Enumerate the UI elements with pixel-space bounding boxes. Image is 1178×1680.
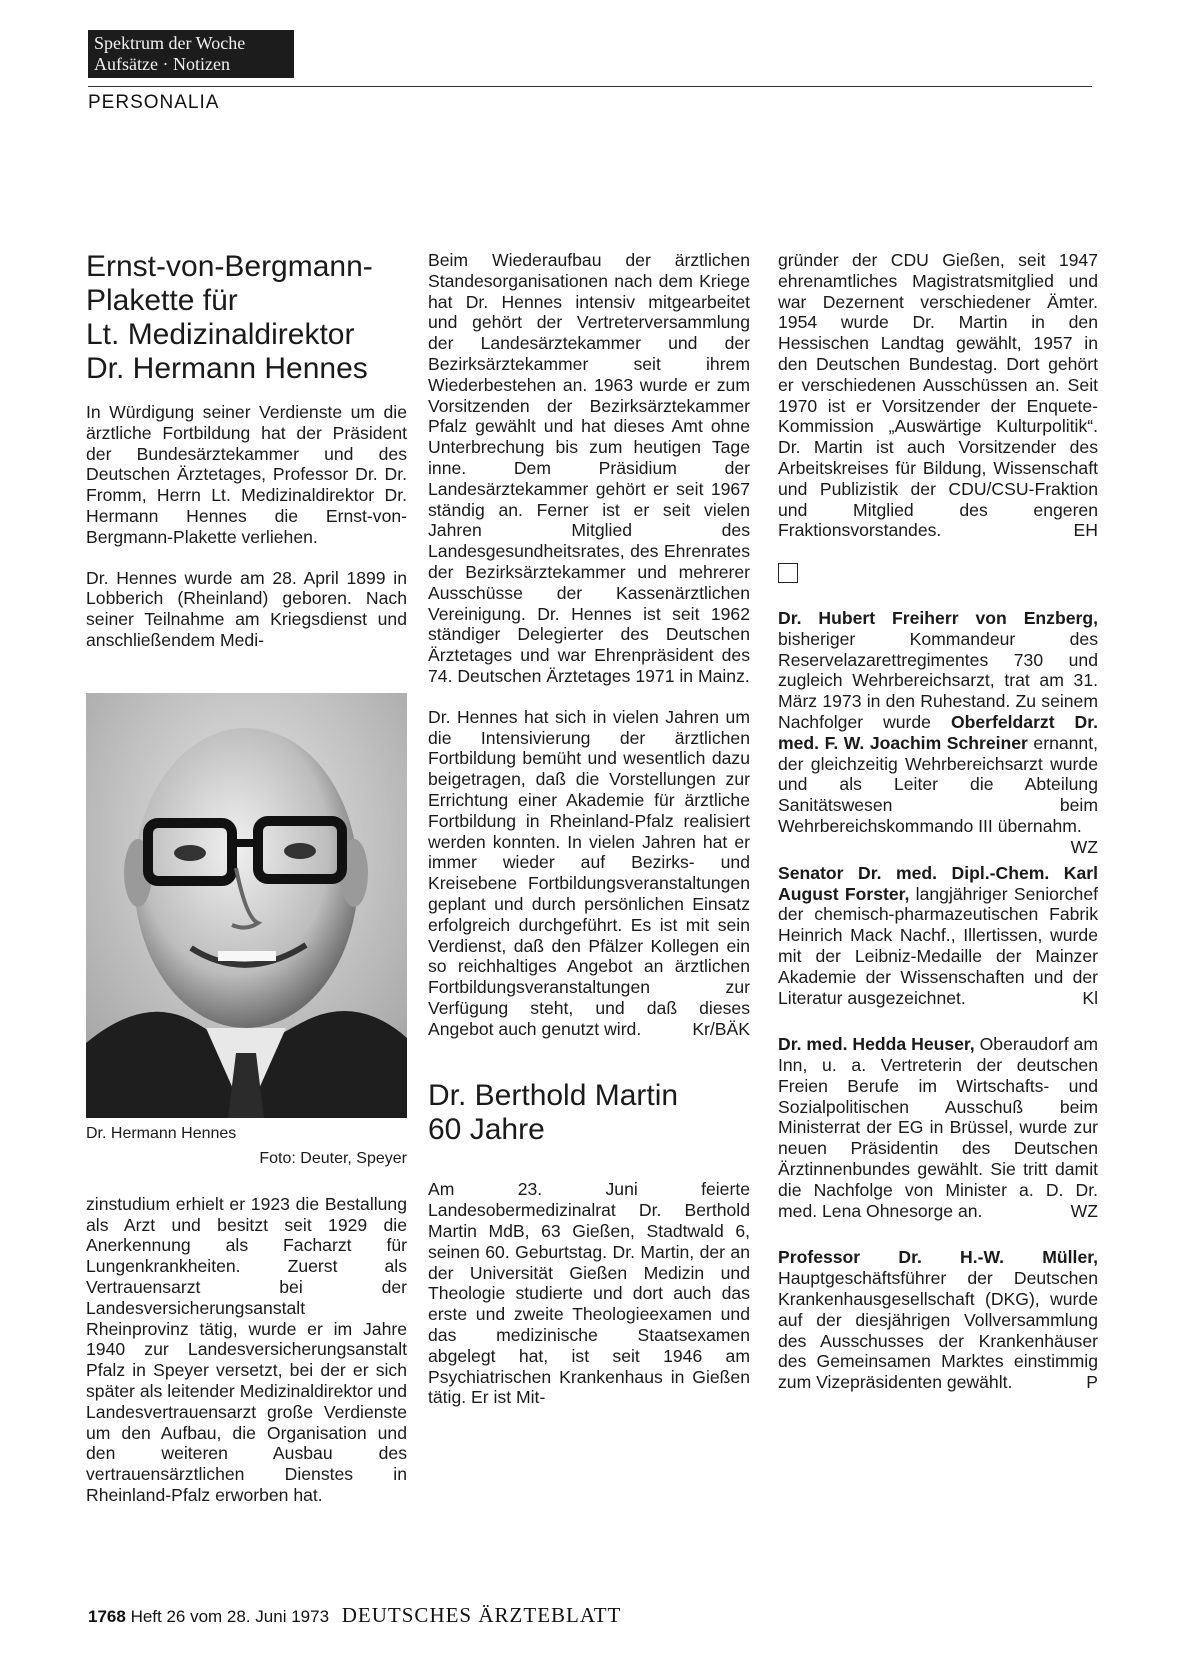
header-rule [88, 86, 1092, 87]
article2-paragraph: Am 23. Juni feierte Landesobermedizinalrat Dr. Berthold Martin MdB, 63 Gießen, Stadtwald 6, seinen 60. Geburtstag. Dr. Martin, der an der Universität Gießen Medizin und Theologie studierte und dort auch das erste und zweite Theologieexamen und das medizinische Staatsexamen abgelegt hat, ist seit 1946 am Psychiatrischen Krankenhaus in Gießen tätig. Er ist Mit- [428, 1179, 750, 1408]
note-name: Senator Dr. med. Dipl.-Chem. Karl August Forster, [778, 862, 1098, 904]
note-item [778, 607, 1098, 857]
article1-signature: Kr/BÄK [692, 1018, 750, 1039]
section-tag [88, 30, 294, 78]
section-tag-line1: Spektrum der Woche [94, 33, 246, 53]
article1-title [86, 250, 407, 386]
article1-title-line: Plakette für [86, 284, 238, 317]
note-name: Professor Dr. H.-W. Müller, [778, 1247, 1098, 1268]
article1-paragraph: zinstudium erhielt er 1923 die Bestallung als Arzt und besitzt seit 1929 die Anerkennung als Facharzt für Lungenkrankheiten. Zuerst als Vertrauensarzt bei der Landesversicherungsanstalt Rheinprovinz tätig, wurde er im Jahre 1940 zur Landesversicherungsanstalt Pfalz in Speyer versetzt, bei der er sich später als leitender Medizinaldirektor und Landesvertrauensarzt große Verdienste um den Aufbau, die Organisation und den weiteren Ausbau des vertrauensärztlichen Dienstes in Rheinland-Pfalz erworben hat. [86, 1193, 407, 1505]
end-box-icon [778, 563, 798, 583]
page-footer [88, 1603, 621, 1628]
portrait-photo [86, 693, 407, 1118]
article1-paragraph: Dr. Hennes wurde am 28. April 1899 in Lobberich (Rheinland) geboren. Nach seiner Teilnahme am Kriegsdienst und anschließendem Medi- [86, 567, 407, 650]
article2-title [428, 1079, 750, 1147]
article1-title-line: Lt. Medizinaldirektor [86, 318, 355, 351]
note-text: Hauptgeschäftsführer der Deutschen Krankenhausgesellschaft (DKG), wurde auf der diesjährigen Vollversammlung des Ausschusses der Krankenhäuser des Gemeinsamen Marktes einstimmig zum Vizepräsidenten gewählt. [778, 1268, 1098, 1393]
note-text: bisheriger Kommandeur des Reservelazarettregimentes 730 und zugleich Wehrbereichsarzt, trat am 31. März 1973 in den Ruhestand. Zu seinem Nachfolger wurde [778, 628, 1098, 732]
article1-paragraph: Beim Wiederaufbau der ärztlichen Standesorganisationen nach dem Kriege hat Dr. Hennes intensiv mitgearbeitet und gehört der Vertreterversammlung der Landesärztekammer und der Bezirksärztekammer seit ihrem Wiederbestehen an. 1963 wurde er zum Vorsitzenden der Bezirksärztekammer Pfalz gewählt und hat dieses Amt ohne Unterbrechung bis zum heutigen Tage inne. Dem Präsidium der Landesärztekammer gehört er seit 1967 ständig an. Ferner ist er seit vielen Jahren Mitglied des Landesgesundheitsrates, des Ehrenrates der Bezirksärztekammer und mehrerer Ausschüsse der Kassenärztlichen Vereinigung. Dr. Hennes ist seit 1962 ständiger Delegierter des Deutschen Ärztetages und war Ehrenpräsident des 74. Deutschen Ärztetages 1971 in Mainz. [428, 250, 750, 686]
note-item [778, 1034, 1098, 1221]
note-text: ernannt, der gleichzeitig Wehrbereichsarzt wurde und als Leiter die Abteilung Sanitätswesen beim Wehrbereichskommando III übernahm. [778, 732, 1098, 836]
photo-credit: Foto: Deuter, Speyer [259, 1149, 407, 1167]
article2-paragraph [778, 250, 1098, 541]
note-signature: P [1086, 1372, 1098, 1393]
note-text: langjähriger Seniorchef der chemisch-pharmazeutischen Fabrik Heinrich Mack Nachf., Illertissen, wurde mit der Leibniz-Medaille der Mainzer Akademie der Wissenschaften und der Literatur ausgezeichnet. [778, 883, 1099, 1008]
note-signature: WZ [1070, 836, 1098, 857]
note-name: Dr. Hubert Freiherr von Enzberg, [778, 607, 1098, 628]
article1-paragraph [428, 707, 750, 1040]
article1-title-line: Ernst-von-Bergmann- [86, 250, 373, 283]
note-item [778, 1247, 1098, 1393]
article1-paragraph-text: Dr. Hennes hat sich in vielen Jahren um die Intensivierung der ärztlichen Fortbildung bemüht und wesentlich dazu beigetragen, daß die Vorstellungen zur Errichtung einer Akademie für ärztliche Fortbildung in Rheinland-Pfalz realisiert werden konnten. In vielen Jahren hat er immer wieder auf Bezirks- und Kreisebene Fortbildungsveranstaltungen geplant und durch persönlichen Einsatz erfolgreich durchgeführt. Es ist mit sein Verdienst, daß den Pfälzer Kollegen ein so reichhaltiges Angebot an ärztlichen Fortbildungsveranstaltungen zur Verfügung steht, und daß dieses Angebot auch genutzt wird. [428, 706, 750, 1039]
article2-paragraph-text: gründer der CDU Gießen, seit 1947 ehrenamtliches Magistratsmitglied und war Dezernent verschiedener Ämter. 1954 wurde Dr. Martin in den Hessischen Landtag gewählt, 1957 in den Deutschen Bundestag. Dort gehört er verschiedenen Ausschüssen an. Seit 1970 ist er Vorsitzender der Enquete-Kommission „Auswärtige Kulturpolitik“. Dr. Martin ist auch Vorsitzender des Arbeitskreises für Bildung, Wissenschaft und Publizistik der CDU/CSU-Fraktion und Mitglied des engeren Fraktionsvorstandes. [778, 250, 1098, 541]
article2-title-line: 60 Jahre [428, 1113, 545, 1147]
note-signature: Kl [1082, 987, 1098, 1008]
note-item [778, 863, 1098, 1009]
issue-info: Heft 26 vom 28. Juni 1973 [130, 1607, 330, 1626]
note-name: Dr. med. Hedda Heuser, [778, 1034, 975, 1055]
column-2 [428, 250, 750, 1408]
column-3 [778, 250, 1098, 1393]
section-title: PERSONALIA [88, 92, 220, 113]
photo-caption: Dr. Hermann Hennes [86, 1124, 237, 1142]
note-name: Oberfeldarzt Dr. med. F. W. Joachim Schreiner [778, 711, 1098, 753]
article2-title-line: Dr. Berthold Martin [428, 1079, 679, 1113]
page-number: 1768 [88, 1607, 126, 1626]
article2-signature: EH [1073, 520, 1098, 541]
note-signature: WZ [1070, 1200, 1098, 1221]
masthead: DEUTSCHES ÄRZTEBLATT [341, 1603, 622, 1627]
note-text: Oberaudorf am Inn, u. a. Vertreterin der deutschen Freien Berufe im Wirtschafts- und Sozialpolitischen Ausschuß beim Ministerrat der EG in Brüssel, wurde zur neuen Präsidentin des Deutschen Ärztinnenbundes gewählt. Sie tritt damit die Nachfolge von Minister a. D. Dr. med. Lena Ohnesorge an. [778, 1034, 1098, 1221]
column-1 [86, 250, 407, 1506]
article1-paragraph: In Würdigung seiner Verdienste um die ärztliche Fortbildung hat der Präsident der Bundesärztekammer und des Deutschen Ärztetages, Professor Dr. Dr. Fromm, Herrn Lt. Medizinaldirektor Dr. Hermann Hennes die Ernst-von-Bergmann-Plakette verliehen. [86, 402, 407, 547]
article1-title-line: Dr. Hermann Hennes [86, 352, 368, 385]
section-tag-line2: Aufsätze · Notizen [94, 54, 230, 74]
